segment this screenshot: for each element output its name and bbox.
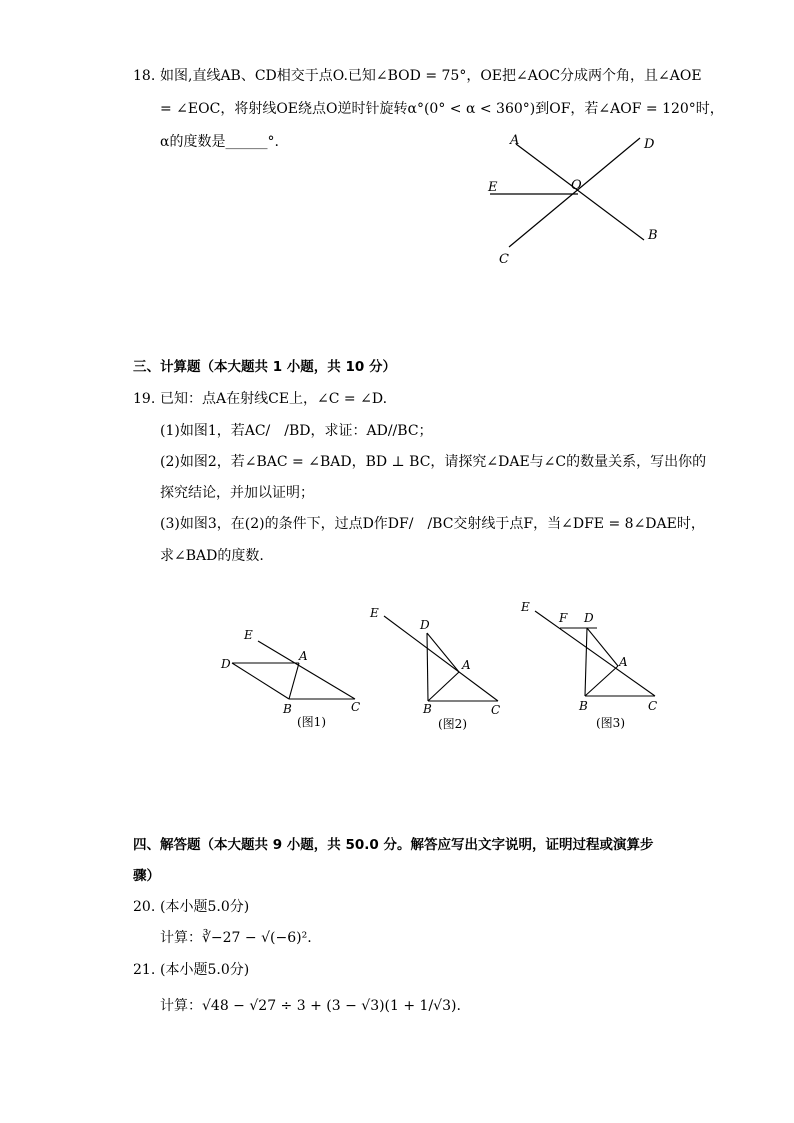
fig1-label-a: A [299,649,308,663]
q21-number: 21. [133,962,156,978]
section-3-title: 三、计算题（本大题共 1 小题，共 10 分） [133,359,396,375]
fig3-label-d: D [584,611,594,625]
q18-line2: = ∠EOC，将射线OE绕点O逆时针旋转α°(0° < α < 360°)到OF，若∠AOF = 120°时， [160,101,724,117]
fig3-caption: (图3) [596,716,625,730]
fig2-label-a: A [462,658,471,672]
label-c: C [499,252,509,267]
fig3-label-c: C [648,699,658,713]
q21-points: (本小题5.0分) [160,962,250,978]
q19-line1: 已知：点A在射线CE上，∠C = ∠D. [160,391,388,407]
fig2-label-b: B [423,702,432,716]
label-d: D [644,137,655,152]
section-4-title-line2: 骤） [133,868,160,884]
fig3-label-e: E [521,600,530,614]
q20-points: (本小题5.0分) [160,899,250,915]
q19-figure-3 [515,598,665,733]
fig1-label-e: E [244,628,253,642]
fig3-label-f: F [559,611,568,625]
q18-line1: 如图,直线AB、CD相交于点O.已知∠BOD = 75°，OE把∠AOC分成两个角，且∠AOE [160,68,702,84]
fig2-label-d: D [420,618,430,632]
fig3-label-b: B [579,699,588,713]
fig1-label-d: D [221,657,231,671]
fig2-label-e: E [370,606,379,620]
label-a: A [510,133,520,148]
q18-number: 18. [133,68,156,84]
q19-line2: (1)如图1，若AC/ /BD，求证：AD//BC； [160,423,433,439]
q21-expression: 计算：√48 − √27 ÷ 3 + (3 − √3)(1 + 1/√3). [160,998,461,1014]
q20-expression: 计算：∛−27 − √(−6)². [160,930,312,946]
fig1-label-c: C [351,700,361,714]
label-e: E [488,180,498,195]
q20-number: 20. [133,899,156,915]
q19-line6: 求∠BAD的度数. [160,548,264,564]
fig2-caption: (图2) [438,717,467,731]
q19-line3: (2)如图2，若∠BAC = ∠BAD，BD ⊥ BC，请探究∠DAE与∠C的数量关系，写出你的 [160,454,707,470]
section-4-title-line1: 四、解答题（本大题共 9 小题，共 50.0 分。解答应写出文字说明，证明过程或演算步 [133,837,654,853]
q18-line3: α的度数是______°. [160,134,279,150]
label-o: O [571,178,582,193]
fig1-caption: (图1) [297,715,326,729]
q19-figure-2 [365,600,510,735]
q19-figure-1 [215,625,375,735]
q19-line4: 探究结论，并加以证明； [160,485,314,501]
q19-line5: (3)如图3，在(2)的条件下，过点D作DF/ /BC交射线于点F，当∠DFE = 8∠DAE时， [160,516,705,532]
fig1-label-b: B [283,702,292,716]
q18-figure [480,128,680,268]
label-b: B [648,228,658,243]
q19-number: 19. [133,391,156,407]
fig2-label-c: C [491,703,501,717]
fig3-label-a: A [619,655,628,669]
